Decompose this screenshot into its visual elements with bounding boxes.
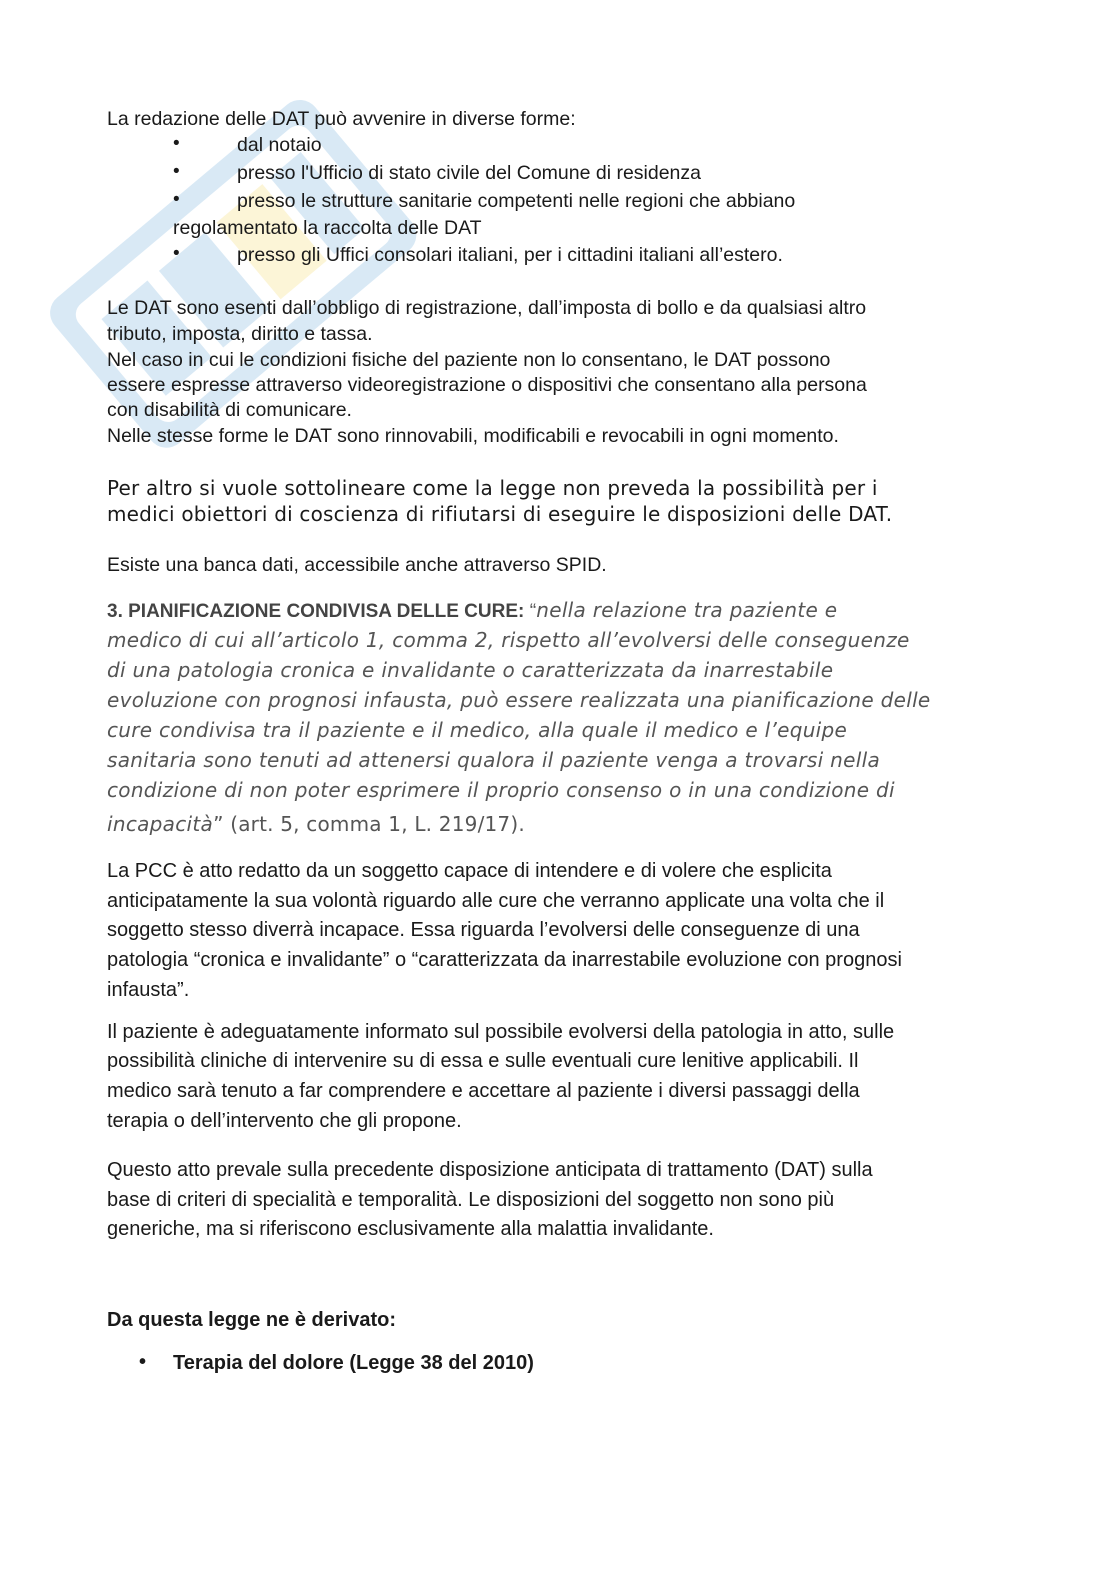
quote-line: cure condivisa tra il paziente e il medico, alla quale il medico e l’equipe — [107, 718, 848, 742]
objectors-line: medici obiettori di coscienza di rifiutarsi di eseguire le disposizioni delle DAT. — [107, 502, 893, 526]
intro-text: La redazione delle DAT può avvenire in diverse forme: — [107, 108, 576, 130]
pcc-line: patologia “cronica e invalidante” o “caratterizzata da inarrestabile evoluzione con prognosi — [107, 949, 902, 971]
prevails-line: generiche, ma si riferiscono esclusivamente alla malattia invalidante. — [107, 1218, 714, 1240]
quote-line: condizione di non poter esprimere il proprio consenso o in una condizione di — [107, 778, 895, 802]
form-item-health-facilities: presso le strutture sanitarie competenti nelle regioni che abbiano — [237, 190, 796, 212]
prevails-line: base di criteri di specialità e temporalità. Le disposizioni del soggetto non sono più — [107, 1189, 835, 1211]
exempt-line: Le DAT sono esenti dall’obbligo di registrazione, dall’imposta di bollo e da qualsiasi altro — [107, 297, 867, 319]
quote-line: di una patologia cronica e invalidante o caratterizzata da inarrestabile — [107, 658, 834, 682]
bullet-dot: • — [139, 1351, 147, 1373]
patient-line: Il paziente è adeguatamente informato sul possibile evolversi della patologia in atto, sulle — [107, 1021, 895, 1043]
section3-heading: 3. PIANIFICAZIONE CONDIVISA DELLE CURE: — [107, 601, 525, 622]
bullet-dot: • — [173, 189, 180, 210]
patient-line: terapia o dell’intervento che gli propone. — [107, 1110, 462, 1132]
derived-item: Terapia del dolore (Legge 38 del 2010) — [173, 1352, 534, 1374]
bullet-dot: • — [173, 243, 180, 264]
form-item-civil-registry: presso l'Ufficio di stato civile del Comune di residenza — [237, 162, 702, 184]
exempt-line: Nel caso in cui le condizioni fisiche del paziente non lo consentano, le DAT possono — [107, 349, 831, 371]
form-item-consulates: presso gli Uffici consolari italiani, per i cittadini italiani all’estero. — [237, 244, 783, 266]
citation: ” (art. 5, comma 1, L. 219/17). — [213, 812, 525, 836]
pcc-line: anticipatamente la sua volontà riguardo alle cure che verranno applicate una volta che il — [107, 890, 885, 912]
quote-line: incapacità — [107, 812, 214, 836]
exempt-line: con disabilità di comunicare. — [107, 399, 352, 421]
quote-line: nella relazione tra paziente e — [536, 598, 838, 622]
database-text: Esiste una banca dati, accessibile anche attraverso SPID. — [107, 554, 607, 576]
bullet-dot: • — [173, 161, 180, 182]
form-item-health-facilities-cont: regolamentato la raccolta delle DAT — [173, 217, 482, 239]
quote-line: evoluzione con prognosi infausta, può essere realizzata una pianificazione delle — [107, 688, 931, 712]
exempt-line: essere espresse attraverso videoregistrazione o dispositivi che consentano alla persona — [107, 374, 867, 396]
pcc-line: La PCC è atto redatto da un soggetto capace di intendere e di volere che esplicita — [107, 860, 832, 882]
quote-line: sanitaria sono tenuti ad attenersi qualora il paziente venga a trovarsi nella — [107, 748, 881, 772]
open-quote: “ — [524, 600, 537, 622]
pcc-line: soggetto stesso diverrà incapace. Essa riguarda l’evolversi delle conseguenze di una — [107, 919, 860, 941]
derived-heading: Da questa legge ne è derivato: — [107, 1309, 396, 1331]
exempt-line: tributo, imposta, diritto e tassa. — [107, 323, 373, 345]
patient-line: possibilità cliniche di intervenire su di essa e sulle eventuali cure lenitive applicabili. Il — [107, 1050, 859, 1072]
bullet-dot: • — [173, 133, 180, 154]
quote-line: medico di cui all’articolo 1, comma 2, rispetto all’evolversi delle conseguenze — [107, 628, 910, 652]
objectors-line: Per altro si vuole sottolineare come la legge non preveda la possibilità per i — [107, 476, 878, 500]
pcc-line: infausta”. — [107, 979, 190, 1001]
patient-line: medico sarà tenuto a far comprendere e accettare al paziente i diversi passaggi della — [107, 1080, 860, 1102]
section3-first-line — [107, 598, 837, 625]
exempt-line: Nelle stesse forme le DAT sono rinnovabili, modificabili e revocabili in ogni momento. — [107, 425, 839, 447]
form-item-notary: dal notaio — [237, 134, 322, 156]
prevails-line: Questo atto prevale sulla precedente disposizione anticipata di trattamento (DAT) sulla — [107, 1159, 873, 1181]
quote-last-line — [107, 812, 525, 839]
